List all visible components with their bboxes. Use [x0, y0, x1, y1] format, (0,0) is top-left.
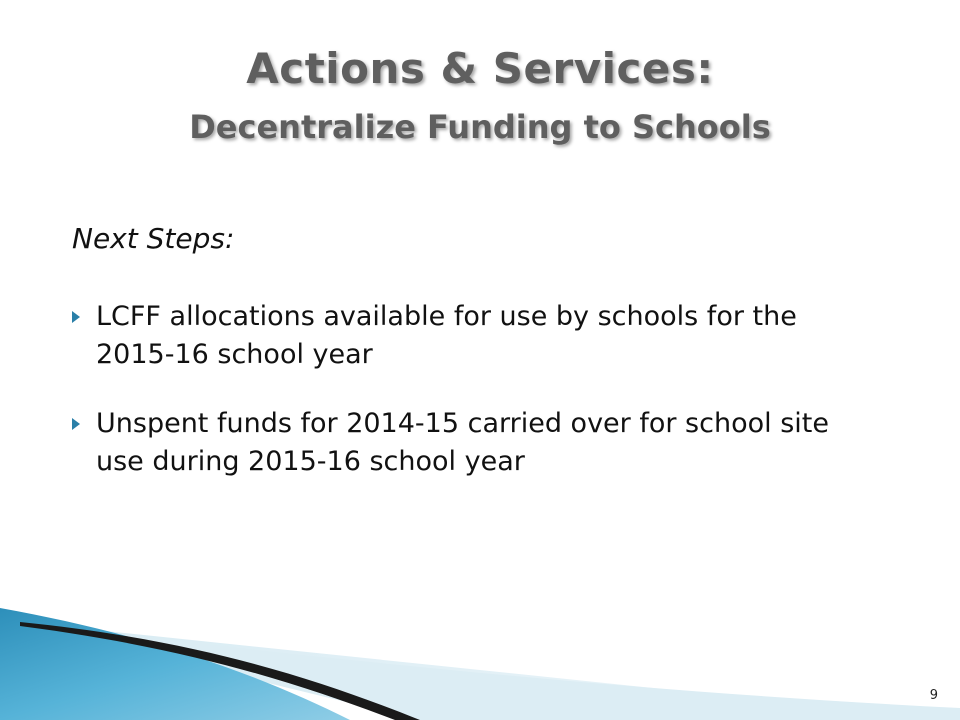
slide-subtitle: Decentralize Funding to Schools: [189, 108, 771, 146]
footer-swoosh-decoration: [0, 580, 960, 720]
bullet-list: [72, 298, 872, 512]
bullet-item: [72, 405, 872, 481]
slide-title: Actions & Services:: [246, 44, 714, 93]
right-triangle-bullet-icon: [72, 418, 80, 430]
bullet-text: Unspent funds for 2014-15 carried over for school site use during 2015-16 school year: [96, 408, 829, 477]
bullet-item: [72, 298, 872, 374]
right-triangle-bullet-icon: [72, 311, 80, 323]
page-number: 9: [929, 688, 938, 703]
next-steps-heading: Next Steps:: [72, 222, 235, 255]
bullet-text: LCFF allocations available for use by schools for the 2015-16 school year: [96, 301, 797, 370]
